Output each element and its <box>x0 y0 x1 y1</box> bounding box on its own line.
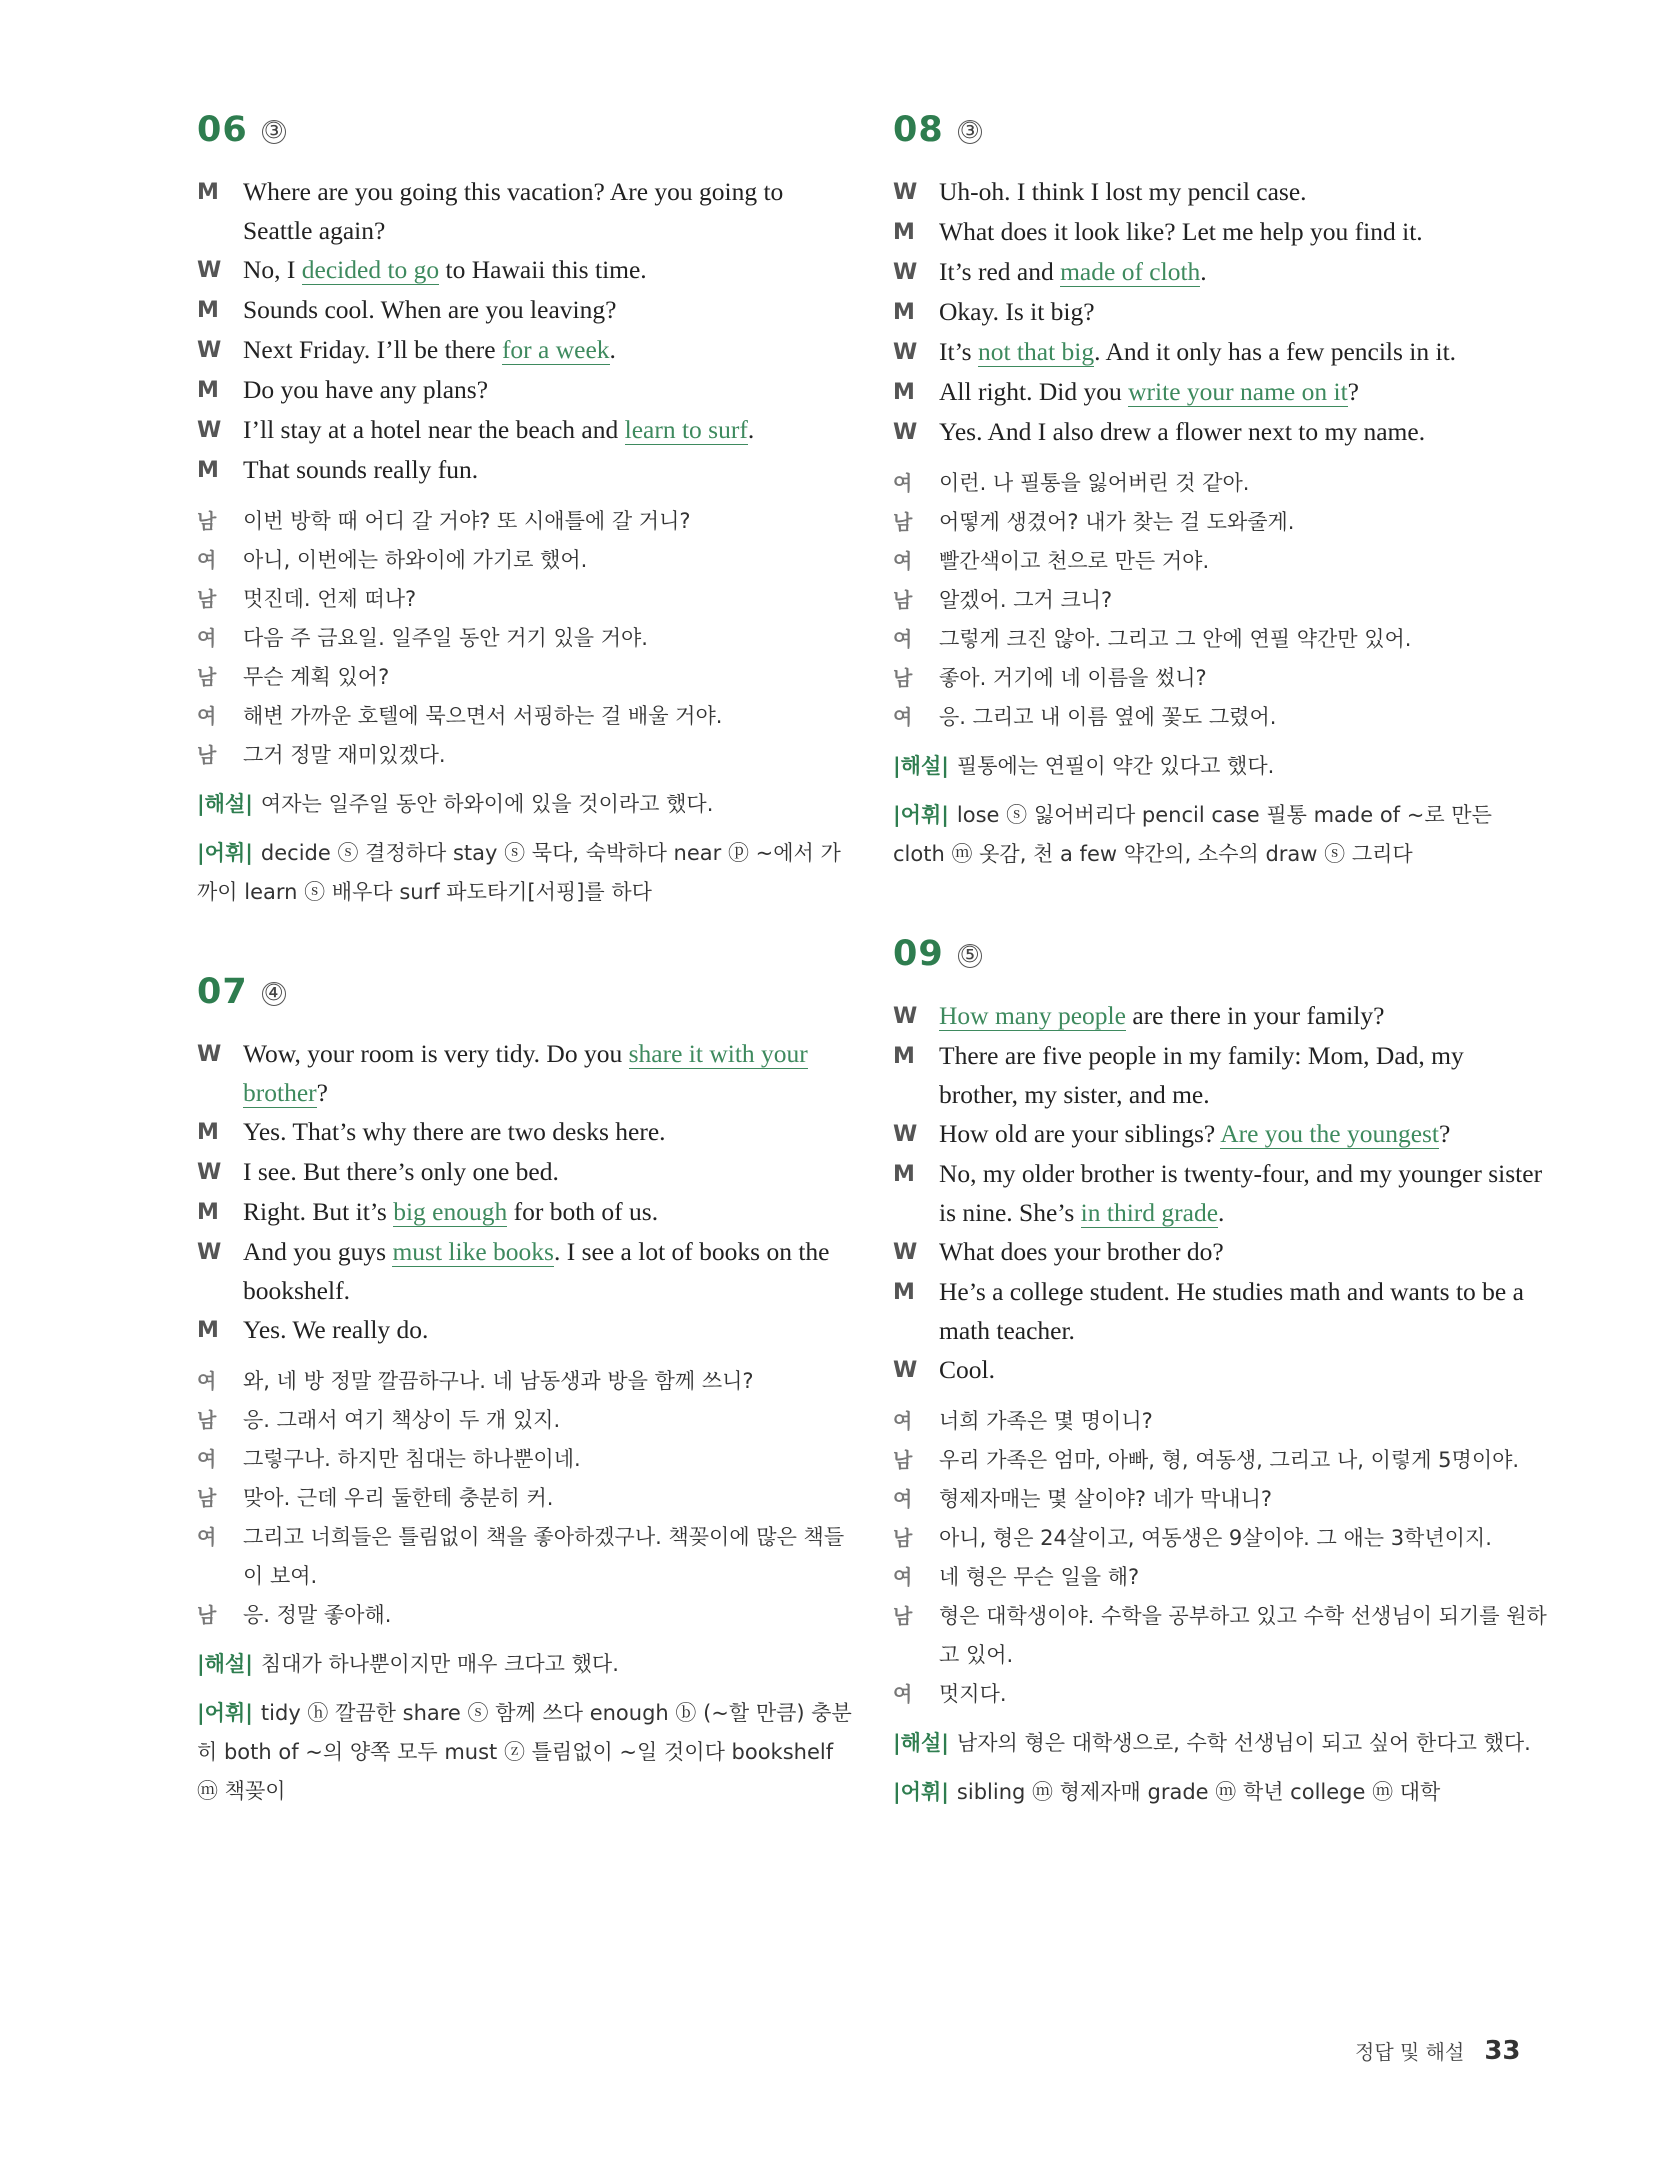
question-number: 06 <box>197 110 248 150</box>
translation-line <box>893 1675 1548 1714</box>
dialogue <box>893 996 1548 1390</box>
translation-text: 형은 대학생이야. 수학을 공부하고 있고 수학 선생님이 되기를 원하고 있어. <box>939 1604 1547 1667</box>
dialogue-line <box>197 1152 852 1192</box>
text-run: . <box>1200 257 1207 286</box>
speaker-label-ko: 여 <box>893 1682 913 1706</box>
dialogue-line <box>197 1112 852 1152</box>
translation-line <box>197 619 852 658</box>
translation-text: 응. 그리고 내 이름 옆에 꽃도 그렸어. <box>939 705 1277 729</box>
speaker-label-ko: 남 <box>197 587 217 611</box>
dialogue-line <box>197 1232 852 1310</box>
vocab-text: tidy ⓗ 깔끔한 share ⓢ 함께 쓰다 enough ⓑ (~할 만큼) 충분히 both of ~의 양쪽 모두 must ⓩ 틀림없이 ~일 것이다 bookshelf ⓜ 책꽂이 <box>197 1701 852 1803</box>
answer-mark: ④ <box>262 982 286 1006</box>
text-run: Yes. We really do. <box>243 1315 429 1344</box>
text-run: No, my older brother is twenty-four, and my younger sister is nine. She’s <box>939 1159 1543 1227</box>
text-run: ? <box>316 1078 328 1107</box>
translation-line <box>893 581 1548 620</box>
question-number: 09 <box>893 934 944 974</box>
translation-line <box>893 542 1548 581</box>
translation-line <box>197 1479 852 1518</box>
speaker-label-ko: 남 <box>197 743 217 767</box>
section-header <box>197 972 852 1016</box>
explanation-text: 필통에는 연필이 약간 있다고 했다. <box>956 754 1275 778</box>
translation-line <box>893 698 1548 737</box>
translation-line <box>893 503 1548 542</box>
dialogue-line <box>893 1154 1548 1232</box>
explanation <box>893 747 1548 786</box>
explanation <box>197 1645 852 1684</box>
text-run: Do you have any plans? <box>243 375 489 404</box>
text-run: Right. But it’s <box>243 1197 394 1226</box>
right-column <box>893 110 1548 1872</box>
translation-text: 좋아. 거기에 네 이름을 썼니? <box>939 666 1207 690</box>
page-footer <box>1355 2036 1521 2066</box>
page-number: 33 <box>1484 2036 1521 2066</box>
translation-text: 그렇구나. 하지만 침대는 하나뿐이네. <box>243 1447 581 1471</box>
speaker-label: M <box>893 380 915 405</box>
translation-text: 해변 가까운 호텔에 묵으면서 서핑하는 걸 배울 거야. <box>243 704 723 728</box>
translation-line <box>197 697 852 736</box>
answer-mark: ⑤ <box>958 944 982 968</box>
section-header <box>893 934 1548 978</box>
dialogue-text <box>243 330 852 370</box>
text-run: Where are you going this vacation? Are you going to Seattle again? <box>243 177 784 245</box>
dialogue-text <box>939 252 1548 292</box>
translation <box>893 1402 1548 1714</box>
speaker-label-ko: 남 <box>197 509 217 533</box>
text-run: Uh-oh. I think I lost my pencil case. <box>939 177 1307 206</box>
translation-text: 멋지다. <box>939 1682 1007 1706</box>
text-run: Okay. Is it big? <box>939 297 1095 326</box>
explanation-text: 남자의 형은 대학생으로, 수학 선생님이 되고 싶어 한다고 했다. <box>956 1731 1531 1755</box>
dialogue-line <box>893 1272 1548 1350</box>
translation-text: 아니, 형은 24살이고, 여동생은 9살이야. 그 애는 3학년이지. <box>939 1526 1492 1550</box>
speaker-label: M <box>893 220 915 245</box>
speaker-label: W <box>197 418 222 443</box>
speaker-label-ko: 남 <box>197 1603 217 1627</box>
explanation-text: 여자는 일주일 동안 하와이에 있을 것이라고 했다. <box>260 792 714 816</box>
translation-text: 이런. 나 필통을 잃어버린 것 같아. <box>939 471 1250 495</box>
speaker-label: M <box>197 458 219 483</box>
dialogue-line <box>893 1036 1548 1114</box>
speaker-label-ko: 남 <box>893 666 913 690</box>
vocab-label: |어휘| <box>197 841 253 865</box>
speaker-label-ko: 여 <box>893 549 913 573</box>
explanation <box>893 1724 1548 1763</box>
speaker-label: M <box>197 1318 219 1343</box>
text-run: I’ll stay at a hotel near the beach and <box>243 415 625 444</box>
key-phrase: must like books <box>392 1237 554 1266</box>
translation-text: 그리고 너희들은 틀림없이 책을 좋아하겠구나. 책꽂이에 많은 책들이 보여. <box>243 1525 845 1588</box>
text-run: . And it only has a few pencils in it. <box>1094 337 1457 366</box>
speaker-label-ko: 남 <box>893 1526 913 1550</box>
translation-text: 응. 정말 좋아해. <box>243 1603 392 1627</box>
key-phrase: made of cloth <box>1060 257 1201 286</box>
speaker-label: W <box>197 1240 222 1265</box>
dialogue-line <box>197 450 852 490</box>
key-phrase: big enough <box>393 1197 508 1226</box>
dialogue-line <box>197 250 852 290</box>
speaker-label-ko: 여 <box>197 1525 217 1549</box>
translation-text: 너희 가족은 몇 명이니? <box>939 1409 1153 1433</box>
key-phrase: How many people <box>939 1001 1126 1030</box>
vocab-label: |어휘| <box>197 1701 253 1725</box>
dialogue-text <box>243 1034 852 1112</box>
dialogue-text <box>243 410 852 450</box>
dialogue-text <box>939 996 1548 1036</box>
translation-text: 알겠어. 그거 크니? <box>939 588 1113 612</box>
section-09 <box>893 934 1548 1812</box>
speaker-label: W <box>197 258 222 283</box>
speaker-label: W <box>893 340 918 365</box>
translation-text: 무슨 계획 있어? <box>243 665 390 689</box>
dialogue-line <box>893 1114 1548 1154</box>
vocab-text: decide ⓢ 결정하다 stay ⓢ 묵다, 숙박하다 near ⓟ ~에서 가까이 learn ⓢ 배우다 surf 파도타기[서핑]를 하다 <box>197 841 841 904</box>
speaker-label-ko: 남 <box>893 1604 913 1628</box>
dialogue-line <box>893 996 1548 1036</box>
translation-line <box>197 1440 852 1479</box>
speaker-label: W <box>893 1122 918 1147</box>
text-run: What does it look like? Let me help you find it. <box>939 217 1423 246</box>
translation-text: 형제자매는 몇 살이야? 네가 막내니? <box>939 1487 1272 1511</box>
translation <box>893 464 1548 737</box>
dialogue-text <box>243 1152 852 1192</box>
speaker-label-ko: 남 <box>893 588 913 612</box>
explanation-text: 침대가 하나뿐이지만 매우 크다고 했다. <box>260 1652 619 1676</box>
dialogue-text <box>939 1154 1548 1232</box>
speaker-label: W <box>893 180 918 205</box>
speaker-label-ko: 남 <box>893 510 913 534</box>
translation-line <box>893 1558 1548 1597</box>
key-phrase: in third grade <box>1080 1198 1219 1227</box>
vocabulary <box>893 796 1548 874</box>
speaker-label: W <box>893 260 918 285</box>
dialogue-text <box>939 332 1548 372</box>
key-phrase: write your name on it <box>1128 377 1348 406</box>
translation-line <box>893 1597 1548 1675</box>
text-run: Next Friday. I’ll be there <box>243 335 502 364</box>
dialogue-text <box>243 450 852 490</box>
explanation-label: |해설| <box>893 1731 949 1755</box>
translation-text: 빨간색이고 천으로 만든 거야. <box>939 549 1210 573</box>
dialogue-line <box>197 1310 852 1350</box>
text-run: . <box>747 415 755 444</box>
translation-text: 그거 정말 재미있겠다. <box>243 743 446 767</box>
text-run: Sounds cool. When are you leaving? <box>243 295 617 324</box>
dialogue-line <box>893 372 1548 412</box>
speaker-label: W <box>893 1240 918 1265</box>
translation-line <box>197 1518 852 1596</box>
speaker-label: M <box>893 1280 915 1305</box>
translation-line <box>893 659 1548 698</box>
text-run: I see. But there’s only one bed. <box>243 1157 559 1186</box>
question-number: 07 <box>197 972 248 1012</box>
text-run: for both of us. <box>507 1197 659 1226</box>
translation-line <box>197 1362 852 1401</box>
dialogue-text <box>939 1350 1548 1390</box>
dialogue-text <box>243 1310 852 1350</box>
explanation-label: |해설| <box>197 792 253 816</box>
dialogue-text <box>243 290 852 330</box>
text-run: No, I <box>243 255 302 284</box>
speaker-label-ko: 여 <box>893 705 913 729</box>
translation-text: 그렇게 크진 않아. 그리고 그 안에 연필 약간만 있어. <box>939 627 1412 651</box>
answer-mark: ③ <box>958 120 982 144</box>
dialogue-line <box>893 212 1548 252</box>
dialogue-line <box>893 1232 1548 1272</box>
question-number: 08 <box>893 110 944 150</box>
dialogue-text <box>939 412 1548 452</box>
dialogue-text <box>243 250 852 290</box>
dialogue-line <box>197 172 852 250</box>
dialogue-text <box>939 212 1548 252</box>
dialogue-text <box>243 370 852 410</box>
key-phrase: decided to go <box>301 255 440 284</box>
dialogue-line <box>893 172 1548 212</box>
speaker-label-ko: 여 <box>197 1447 217 1471</box>
vocab-label: |어휘| <box>893 1780 949 1804</box>
speaker-label: W <box>893 1004 918 1029</box>
section-08 <box>893 110 1548 874</box>
dialogue-text <box>243 1192 852 1232</box>
text-run: Yes. That’s why there are two desks here. <box>243 1117 666 1146</box>
speaker-label-ko: 여 <box>893 1409 913 1433</box>
text-run: What does your brother do? <box>939 1237 1224 1266</box>
translation-text: 이번 방학 때 어디 갈 거야? 또 시애틀에 갈 거니? <box>243 509 691 533</box>
speaker-label: W <box>197 1160 222 1185</box>
key-phrase: for a week <box>501 335 610 364</box>
dialogue-line <box>197 290 852 330</box>
translation-line <box>197 1401 852 1440</box>
text-run: All right. Did you <box>939 377 1129 406</box>
dialogue-line <box>893 292 1548 332</box>
text-run: ? <box>1347 377 1359 406</box>
speaker-label-ko: 남 <box>197 665 217 689</box>
key-phrase: share it with your brother <box>243 1039 808 1107</box>
dialogue-line <box>197 370 852 410</box>
explanation <box>197 785 852 824</box>
footer-label: 정답 및 해설 <box>1355 2040 1465 2064</box>
dialogue-line <box>197 1192 852 1232</box>
text-run: are there in your family? <box>1125 1001 1385 1030</box>
dialogue-line <box>893 1350 1548 1390</box>
dialogue-text <box>243 172 852 250</box>
translation-line <box>197 580 852 619</box>
speaker-label: W <box>893 420 918 445</box>
translation-line <box>197 541 852 580</box>
translation-text: 와, 네 방 정말 깔끔하구나. 네 남동생과 방을 함께 쓰니? <box>243 1369 754 1393</box>
section-header <box>197 110 852 154</box>
text-run: How old are your siblings? <box>939 1119 1221 1148</box>
translation-text: 맞아. 근데 우리 둘한테 충분히 커. <box>243 1486 554 1510</box>
dialogue-line <box>893 412 1548 452</box>
vocabulary <box>893 1773 1548 1812</box>
section-07 <box>197 972 852 1811</box>
key-phrase: not that big <box>977 337 1095 366</box>
speaker-label: M <box>893 1162 915 1187</box>
translation-line <box>893 1402 1548 1441</box>
text-run: He’s a college student. He studies math and wants to be a math teacher. <box>939 1277 1524 1345</box>
speaker-label-ko: 여 <box>197 1369 217 1393</box>
text-run: ? <box>1439 1119 1451 1148</box>
text-run: That sounds really fun. <box>243 455 479 484</box>
key-phrase: Are you the youngest <box>1220 1119 1440 1148</box>
dialogue-line <box>197 410 852 450</box>
translation <box>197 502 852 775</box>
key-phrase: learn to surf <box>624 415 748 444</box>
translation-line <box>197 658 852 697</box>
answer-mark: ③ <box>262 120 286 144</box>
vocabulary <box>197 1694 852 1811</box>
speaker-label: M <box>197 180 219 205</box>
dialogue-text <box>939 1114 1548 1154</box>
translation-line <box>893 1480 1548 1519</box>
translation-line <box>893 1519 1548 1558</box>
translation-line <box>893 1441 1548 1480</box>
text-run: There are five people in my family: Mom, Dad, my brother, my sister, and me. <box>939 1041 1464 1109</box>
speaker-label-ko: 여 <box>893 471 913 495</box>
speaker-label: W <box>197 1042 222 1067</box>
speaker-label-ko: 여 <box>197 626 217 650</box>
speaker-label: M <box>893 300 915 325</box>
dialogue-line <box>197 1034 852 1112</box>
translation-line <box>197 502 852 541</box>
dialogue <box>893 172 1548 452</box>
translation-line <box>893 464 1548 503</box>
speaker-label: M <box>197 1120 219 1145</box>
dialogue-text <box>939 1036 1548 1114</box>
text-run: It’s red and <box>939 257 1061 286</box>
translation-line <box>197 736 852 775</box>
text-run: . <box>609 335 616 364</box>
speaker-label-ko: 여 <box>893 627 913 651</box>
dialogue-text <box>939 292 1548 332</box>
text-run: Wow, your room is very tidy. Do you <box>243 1039 629 1068</box>
vocab-text: lose ⓢ 잃어버리다 pencil case 필통 made of ~로 만든 cloth ⓜ 옷감, 천 a few 약간의, 소수의 draw ⓢ 그리다 <box>893 803 1492 866</box>
speaker-label-ko: 남 <box>893 1448 913 1472</box>
translation-text: 네 형은 무슨 일을 해? <box>939 1565 1140 1589</box>
translation-text: 다음 주 금요일. 일주일 동안 거기 있을 거야. <box>243 626 648 650</box>
text-run: to Hawaii this time. <box>439 255 647 284</box>
text-run: . <box>1218 1198 1225 1227</box>
speaker-label-ko: 남 <box>197 1486 217 1510</box>
text-run: And you guys <box>243 1237 393 1266</box>
vocab-text: sibling ⓜ 형제자매 grade ⓜ 학년 college ⓜ 대학 <box>956 1780 1441 1804</box>
translation-text: 멋진데. 언제 떠나? <box>243 587 417 611</box>
dialogue-line <box>893 332 1548 372</box>
section-06 <box>197 110 852 912</box>
translation-line <box>197 1596 852 1635</box>
speaker-label-ko: 여 <box>893 1565 913 1589</box>
left-column <box>197 110 852 1871</box>
dialogue <box>197 172 852 490</box>
text-run: . I see a lot of books on the bookshelf. <box>243 1237 830 1305</box>
dialogue-line <box>197 330 852 370</box>
dialogue-text <box>939 1272 1548 1350</box>
dialogue-text <box>939 1232 1548 1272</box>
translation-line <box>893 620 1548 659</box>
speaker-label: M <box>197 378 219 403</box>
dialogue-text <box>243 1112 852 1152</box>
section-header <box>893 110 1548 154</box>
text-run: Cool. <box>939 1355 995 1384</box>
dialogue-text <box>243 1232 852 1310</box>
translation-text: 아니, 이번에는 하와이에 가기로 했어. <box>243 548 588 572</box>
vocab-label: |어휘| <box>893 803 949 827</box>
dialogue-text <box>939 372 1548 412</box>
translation-text: 응. 그래서 여기 책상이 두 개 있지. <box>243 1408 561 1432</box>
text-run: It’s <box>939 337 978 366</box>
translation <box>197 1362 852 1635</box>
speaker-label-ko: 여 <box>197 548 217 572</box>
explanation-label: |해설| <box>197 1652 253 1676</box>
speaker-label: M <box>197 298 219 323</box>
speaker-label: W <box>893 1358 918 1383</box>
explanation-label: |해설| <box>893 754 949 778</box>
speaker-label: M <box>197 1200 219 1225</box>
translation-text: 어떻게 생겼어? 내가 찾는 걸 도와줄게. <box>939 510 1295 534</box>
speaker-label-ko: 여 <box>197 704 217 728</box>
speaker-label: W <box>197 338 222 363</box>
speaker-label-ko: 남 <box>197 1408 217 1432</box>
dialogue-line <box>893 252 1548 292</box>
speaker-label-ko: 여 <box>893 1487 913 1511</box>
dialogue <box>197 1034 852 1350</box>
text-run: Yes. And I also drew a flower next to my name. <box>939 417 1426 446</box>
translation-text: 우리 가족은 엄마, 아빠, 형, 여동생, 그리고 나, 이렇게 5명이야. <box>939 1448 1520 1472</box>
dialogue-text <box>939 172 1548 212</box>
vocabulary <box>197 834 852 912</box>
speaker-label: M <box>893 1044 915 1069</box>
